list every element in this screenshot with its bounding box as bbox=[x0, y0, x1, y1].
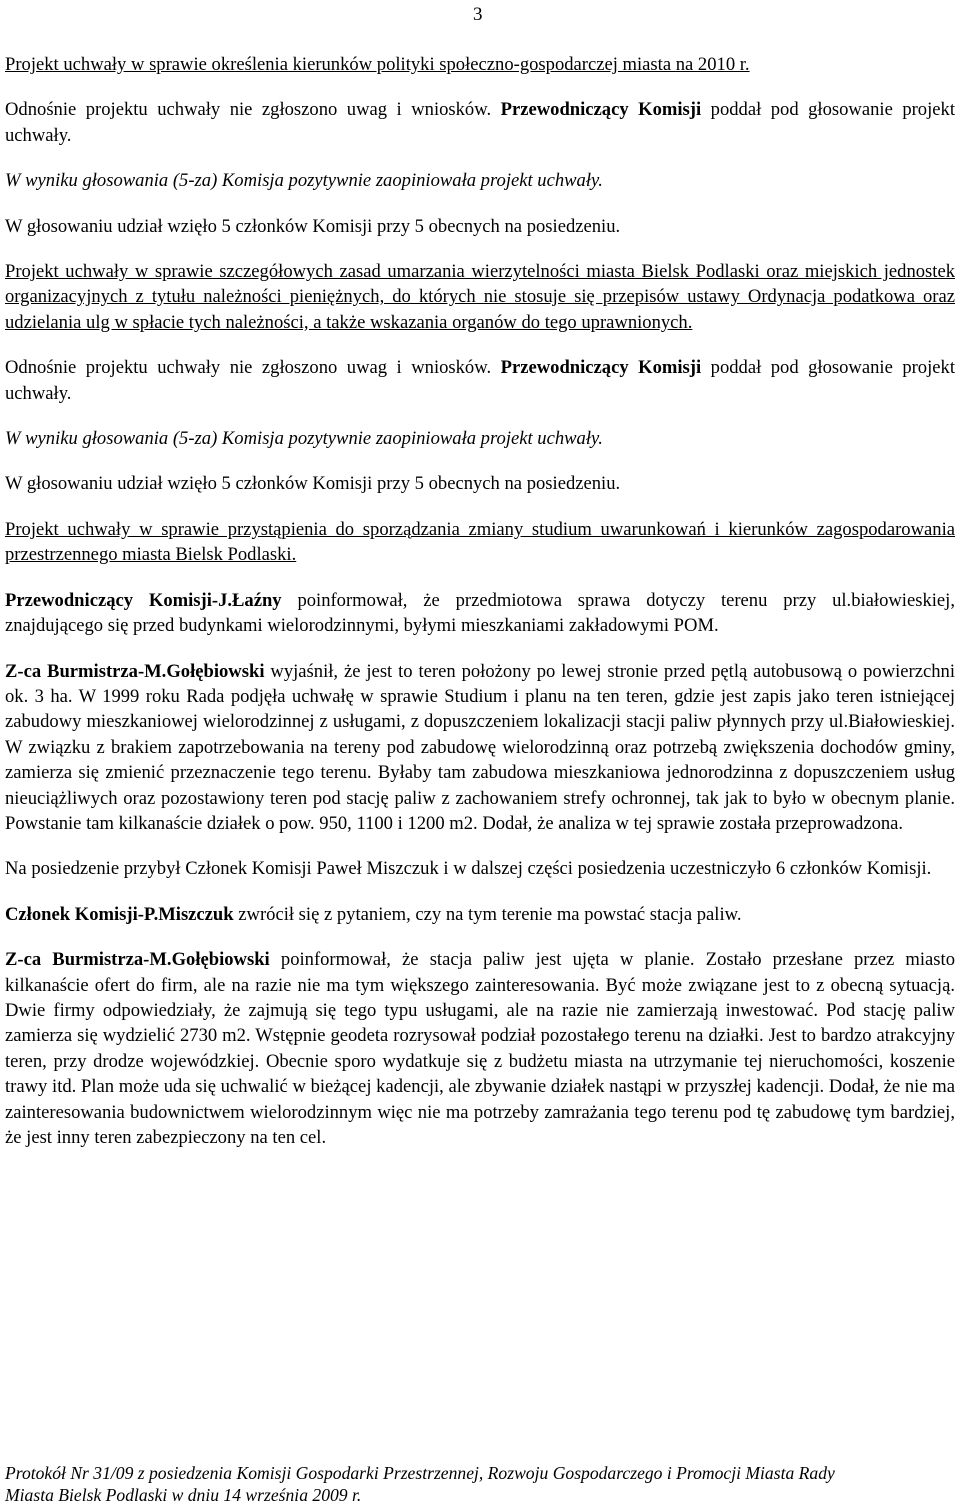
page-footer bbox=[5, 1462, 955, 1506]
deputy-mayor-explanation bbox=[5, 659, 955, 837]
document-body bbox=[5, 52, 955, 1150]
speaker-name: Przewodniczący Komisji-J.Łaźny bbox=[5, 589, 282, 611]
section-1-title: Projekt uchwały w sprawie określenia kierunków polityki społeczno-gospodarczej miasta na 2010 r. bbox=[5, 54, 750, 75]
chairman-statement bbox=[5, 588, 955, 639]
chairman-label: Przewodniczący Komisji bbox=[500, 99, 702, 121]
submitted-text: poddał pod głosowanie projekt uchwały. bbox=[5, 357, 955, 404]
statement-text: poinformował, że stacja paliw jest ujęta w planie. Zostało przesłane przez miasto kilkanaście ofert do firm, ale na razie nie ma tym większego zainteresowania. Być może związane jest to z obecną sytuacją. Dwie firmy odpowiedziały, że zajmują się tego typu usługami, ale na razie nie zamierzają inwestować. Pod stację paliw zamierza się wydzielić 2730 m2. Wstępnie geodeta rozrysował podział pozostałego terenu na działki. Jest to bardzo atrakcyjny teren, przy drodze wojewódzkiej. Obecnie sporo wydatkuje się z budżetu miasta na utrzymanie tej nieruchomości, koszenie trawy itd. Plan może uda się uchwalić w bieżącej kadencji, ale zbywanie działek nastąpi w przyszłej kadencji. Dodał, że nie ma zainteresowania budownictwem wielorodzinnym więc nie ma potrzeby zamrażania tego terenu pod tę zabudowę tym bardziej, że jest inny teren zabezpieczony na ten cel. bbox=[5, 949, 955, 1148]
chairman-label: Przewodniczący Komisji bbox=[500, 357, 702, 379]
speaker-name: Z-ca Burmistrza-M.Gołębiowski bbox=[5, 660, 265, 682]
submitted-text: poddał pod głosowanie projekt uchwały. bbox=[5, 99, 955, 146]
section-2-participation: W głosowaniu udział wzięło 5 członków Komisji przy 5 obecnych na posiedzeniu. bbox=[5, 473, 621, 495]
section-1-no-remarks bbox=[5, 97, 955, 148]
section-1-vote-result: W wyniku głosowania (5-za) Komisja pozytywnie zaopiniowała projekt uchwały. bbox=[5, 170, 603, 192]
footer-line-2: Miasta Bielsk Podlaski w dniu 14 września 2009 r. bbox=[5, 1485, 362, 1505]
section-2-no-remarks bbox=[5, 355, 955, 406]
no-remarks-text: Odnośnie projektu uchwały nie zgłoszono uwag i wniosków. bbox=[5, 99, 492, 121]
deputy-mayor-answer bbox=[5, 947, 955, 1150]
statement-text: poinformował, że przedmiotowa sprawa dotyczy terenu przy ul.białowieskiej, znajdującego się przed budynkami wielorodzinnymi, byłymi mieszkaniami zakładowymi POM. bbox=[5, 589, 955, 637]
statement-text: zwrócił się z pytaniem, czy na tym terenie ma powstać stacja paliw. bbox=[238, 903, 742, 925]
section-3-title: Projekt uchwały w sprawie przystąpienia do sporządzania zmiany studium uwarunkowań i kierunków zagospodarowania przestrzennego miasta Bielsk Podlaski. bbox=[5, 518, 955, 566]
page-number: 3 bbox=[473, 4, 483, 25]
section-2-vote-result: W wyniku głosowania (5-za) Komisja pozytywnie zaopiniowała projekt uchwały. bbox=[5, 428, 603, 450]
section-1-participation: W głosowaniu udział wzięło 5 członków Komisji przy 5 obecnych na posiedzeniu. bbox=[5, 215, 621, 237]
speaker-name: Członek Komisji-P.Miszczuk bbox=[5, 903, 234, 925]
member-question bbox=[5, 902, 955, 927]
statement-text: wyjaśnił, że jest to teren położony po lewej stronie przed pętlą autobusową o powierzchni ok. 3 ha. W 1999 roku Rada podjęła uchwałę w sprawie Studium i planu na ten teren, gdzie jest zapis jako teren istniejącej zabudowy mieszkaniowej wielorodzinnej z usługami, z dopuszczeniem lokalizacji stacji paliw płynnych przy ul.Białowieskiej. W związku z brakiem zapotrzebowania na tereny pod zabudowę wielorodzinną oraz potrzebą zwiększenia dochodów gminy, zamierza się zmienić przeznaczenie tego terenu. Byłaby tam zabudowa mieszkaniowa jednorodzinna z dopuszczeniem usług nieuciążliwych oraz pozostawiony teren pod stację paliw z zachowaniem strefy ochronnej, tak jak to było w obecnym planie. Powstanie tam kilkanaście działek o pow. 950, 1100 i 1200 m2. Dodał, że analiza w tej sprawie została przeprowadzona. bbox=[5, 660, 955, 834]
section-2-title: Projekt uchwały w sprawie szczegółowych zasad umarzania wierzytelności miasta Bielsk Podlaski oraz miejskich jednostek organizacyjnych z tytułu należności pieniężnych, do których nie stosuje się przepisów ustawy Ordynacja podatkowa oraz udzielania ulg w spłacie tych należności, a także wskazania organów do tego uprawnionych. bbox=[5, 261, 955, 333]
footer-line-1: Protokół Nr 31/09 z posiedzenia Komisji Gospodarki Przestrzennej, Rozwoju Gospodarczego i Promocji Miasta Rady bbox=[5, 1463, 835, 1483]
no-remarks-text: Odnośnie projektu uchwały nie zgłoszono uwag i wniosków. bbox=[5, 357, 492, 379]
speaker-name: Z-ca Burmistrza-M.Gołębiowski bbox=[5, 949, 270, 971]
member-arrival-note: Na posiedzenie przybył Członek Komisji Paweł Miszczuk i w dalszej części posiedzenia uczestniczyło 6 członków Komisji. bbox=[5, 858, 932, 880]
